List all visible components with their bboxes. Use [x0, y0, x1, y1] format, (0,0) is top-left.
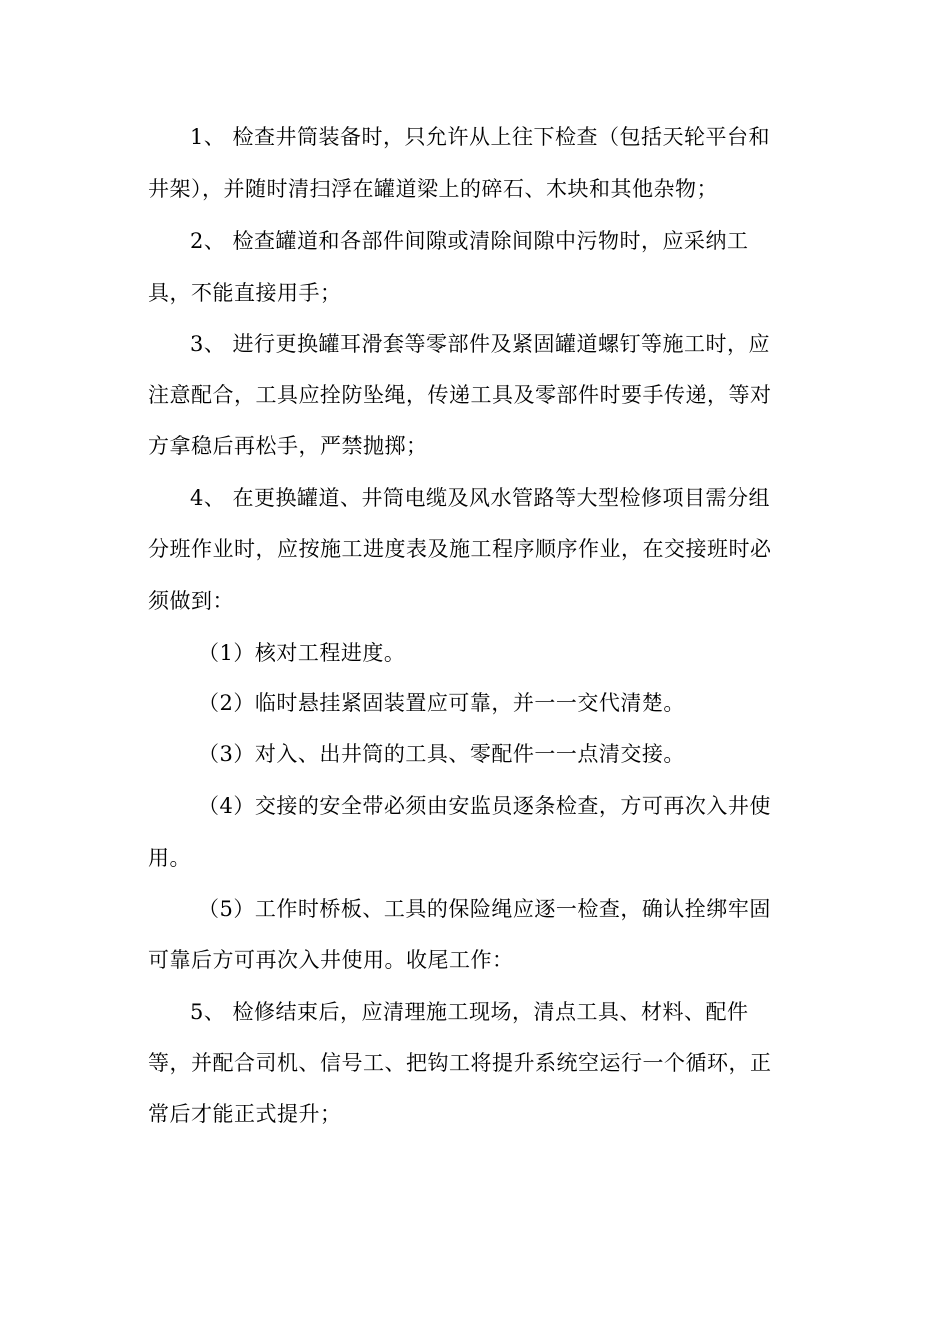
text-line: （5）工作时桥板、工具的保险绳应逐一检查，确认拴绑牢固: [198, 897, 771, 921]
text-line: 3、 进行更换罐耳滑套等零部件及紧固罐道螺钉等施工时，应: [190, 332, 771, 356]
text-line: 5、 检修结束后，应清理施工现场，清点工具、材料、配件: [190, 1000, 749, 1024]
text-line: 常后才能正式提升；: [148, 1102, 342, 1126]
text-line: 等，并配合司机、信号工、把钩工将提升系统空运行一个循环，正: [148, 1051, 772, 1075]
text-line: （4）交接的安全带必须由安监员逐条检查，方可再次入井使: [198, 794, 771, 818]
text-line: 用。: [148, 846, 191, 870]
text-line: 分班作业时，应按施工进度表及施工程序顺序作业，在交接班时必: [148, 537, 772, 561]
text-line: 注意配合，工具应拴防坠绳，传递工具及零部件时要手传递，等对: [148, 383, 772, 407]
text-line: 具，不能直接用手；: [148, 281, 342, 305]
text-line: 井架），并随时清扫浮在罐道梁上的碎石、木块和其他杂物；: [148, 177, 718, 201]
text-line: 4、 在更换罐道、井筒电缆及风水管路等大型检修项目需分组: [190, 486, 771, 510]
text-line: （2）临时悬挂紧固装置应可靠，并一一交代清楚。: [198, 691, 685, 715]
text-line: 须做到：: [148, 589, 234, 613]
text-line: 2、 检查罐道和各部件间隙或清除间隙中污物时，应采纳工: [190, 229, 749, 253]
text-line: （3）对入、出井筒的工具、零配件一一点清交接。: [198, 742, 685, 766]
text-line: 1、 检查井筒装备时，只允许从上往下检查（包括天轮平台和: [190, 125, 771, 149]
text-line: 方拿稳后再松手，严禁抛掷；: [148, 434, 428, 458]
text-line: 可靠后方可再次入井使用。收尾工作：: [148, 948, 514, 972]
text-line: （1）核对工程进度。: [198, 641, 406, 665]
